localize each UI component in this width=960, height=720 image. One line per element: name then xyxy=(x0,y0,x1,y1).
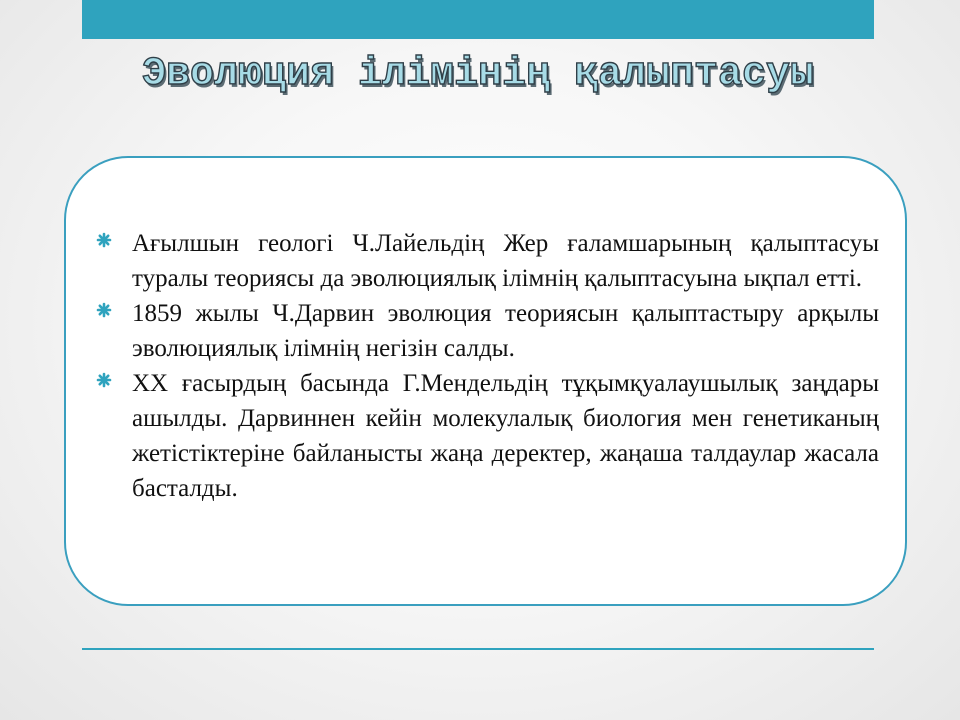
bullet-item xyxy=(95,226,879,296)
asterisk-bullet-icon xyxy=(96,302,112,318)
bullet-item xyxy=(95,366,879,506)
bullet-text: 1859 жылы Ч.Дарвин эволюция теориясын қалыптастыру арқылы эволюциялық ілімнің негізін салды. xyxy=(132,300,879,362)
bullet-list xyxy=(95,226,879,506)
top-accent-bar xyxy=(82,0,874,39)
asterisk-bullet-icon xyxy=(96,232,112,248)
slide-title: Эволюция ілімінің қалыптасуы xyxy=(141,52,815,97)
bullet-text: Ағылшын геологі Ч.Лайельдің Жер ғаламшарының қалыптасуы туралы теориясы да эволюциялық ілімнің қалыптасуына ықпал етті. xyxy=(132,230,879,292)
asterisk-bullet-icon xyxy=(96,372,112,388)
bottom-divider xyxy=(82,648,874,650)
bullet-item xyxy=(95,296,879,366)
bullet-text: ХХ ғасырдың басында Г.Мендельдің тұқымқуалаушылық заңдары ашылды. Дарвиннен кейін молекулалық биология мен генетиканың жетістіктеріне байланысты жаңа деректер, жаңаша талдаулар жасала басталды. xyxy=(132,370,879,502)
